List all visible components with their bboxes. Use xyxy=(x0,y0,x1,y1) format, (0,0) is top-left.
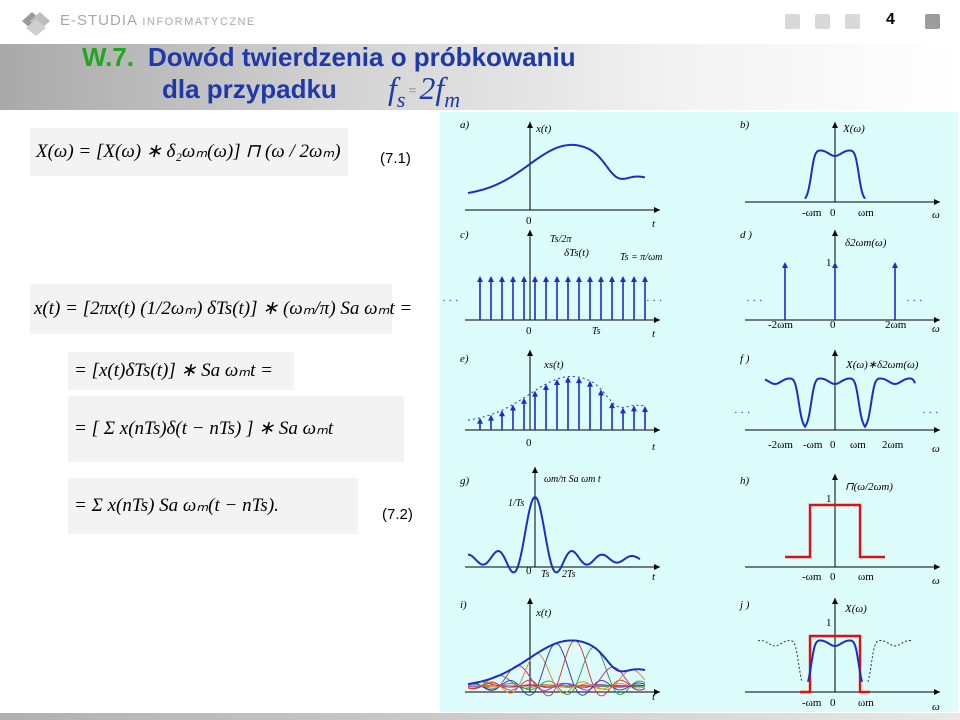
panel-g-ts: Ts xyxy=(541,569,550,580)
panel-c-ts: Ts xyxy=(592,326,601,337)
panel-c-spike-head xyxy=(499,276,505,282)
equation-7-1-number: (7.1) xyxy=(380,150,411,167)
panel-i-label: i) xyxy=(460,599,467,611)
sampling-figure xyxy=(440,112,958,712)
panel-c-tlabel: t xyxy=(652,328,656,340)
panel-h-x-arrow xyxy=(934,564,940,570)
panel-j-one: 1 xyxy=(826,617,832,629)
panel-d-spike-center-head xyxy=(832,262,838,268)
panel-e-sample-head xyxy=(620,407,626,413)
equation-7-2-line2: = [x(t)δTs(t)] ∗ Sa ωₘt = xyxy=(68,352,294,390)
panel-j-ylabel: X(ω) xyxy=(845,603,867,615)
panel-h-one: 1 xyxy=(826,493,832,505)
logo-text xyxy=(60,12,256,29)
panel-a-ylabel: x(t) xyxy=(536,123,552,135)
panel-f-neg-2wm: -2ωm xyxy=(768,439,793,451)
panel-i-ylabel: x(t) xyxy=(536,607,552,619)
footer-bar xyxy=(0,713,960,720)
panel-d-spike-left-head xyxy=(782,262,788,268)
panel-i-y-arrow xyxy=(527,598,533,604)
panel-j-alias-right xyxy=(868,640,912,681)
panel-c-x-arrow xyxy=(654,317,660,323)
panel-e-sample-head xyxy=(631,405,637,411)
panel-i-tlabel: t xyxy=(652,691,656,703)
panel-c-spike-head xyxy=(532,276,538,282)
equation-7-2-number: (7.2) xyxy=(382,506,413,523)
panel-e-ylabel: xs(t) xyxy=(544,359,564,371)
panel-c-spike-head xyxy=(521,276,527,282)
panel-d-one: 1 xyxy=(826,257,832,269)
page-number: 4 xyxy=(886,11,895,28)
panel-e-label: e) xyxy=(460,353,469,365)
panel-j-neg-wm: -ωm xyxy=(802,697,822,709)
panel-c-ylabel: δTs(t) xyxy=(564,247,589,259)
panel-d-ylabel: δ2ωm(ω) xyxy=(845,237,887,249)
panel-f-label: f ) xyxy=(740,353,750,365)
panel-a-y-arrow xyxy=(527,122,533,128)
panel-c-spike-head xyxy=(642,276,648,282)
panel-d-dots-left: · · · xyxy=(746,295,763,307)
panel-c-spike-head xyxy=(565,276,571,282)
equation-7-2-line3: = [ Σ x(nTs)δ(t − nTs) ] ∗ Sa ωₘt xyxy=(68,396,404,462)
nav-prev-button[interactable] xyxy=(815,14,830,29)
panel-i-signal xyxy=(468,640,645,684)
panel-h-ylabel: ⊓(ω/2ωm) xyxy=(845,481,893,493)
panel-h-neg-wm: -ωm xyxy=(802,571,822,583)
panel-c-ts2pi: Ts/2π xyxy=(550,234,572,245)
nav-last-button[interactable] xyxy=(925,14,940,29)
panel-j-alias-left xyxy=(758,640,802,681)
panel-a-zero: 0 xyxy=(526,215,532,227)
panel-g-sinc xyxy=(468,497,640,572)
panel-h-label: h) xyxy=(740,475,750,487)
panel-b-x-arrow xyxy=(934,199,940,205)
panel-a-x-arrow xyxy=(654,207,660,213)
panel-e-sample-head xyxy=(576,377,582,383)
panel-h-y-arrow xyxy=(832,474,838,480)
panel-g-x-arrow xyxy=(654,564,660,570)
panel-f-x-arrow xyxy=(934,427,940,433)
panel-f-dots-left: · · · xyxy=(734,407,751,419)
panel-c-ts-eq: Ts = π/ωm xyxy=(620,252,663,263)
panel-a-tlabel: t xyxy=(652,218,656,230)
panel-b-label: b) xyxy=(740,119,750,131)
panel-f-wm: ωm xyxy=(850,439,866,451)
panel-b-neg-wm: -ωm xyxy=(802,207,822,219)
panel-c-dots-right: · · · xyxy=(646,295,663,307)
panel-f-zero: 0 xyxy=(830,439,836,451)
brand-sub: INFORMATYCZNE xyxy=(142,16,256,28)
panel-e-tlabel: t xyxy=(652,441,656,453)
slide-header xyxy=(0,0,960,44)
title-formula: $f_s =2f_m$ xyxy=(388,70,461,112)
sampling-figure-svg xyxy=(440,112,958,712)
panel-c-dots-left: · · · xyxy=(442,295,459,307)
panel-e-sample-head xyxy=(477,418,483,424)
panel-c-spike-head xyxy=(631,276,637,282)
title-line1-text: Dowód twierdzenia o próbkowaniu xyxy=(148,42,576,72)
equation-7-1: X(ω) = [X(ω) ∗ δ₂ωₘ(ω)] ⊓ (ω / 2ωₘ) xyxy=(30,128,348,176)
panel-j-omega: ω xyxy=(932,701,940,712)
panel-f-y-arrow xyxy=(832,350,838,356)
panel-f-ylabel: X(ω)∗δ2ωm(ω) xyxy=(846,359,919,371)
panel-g-ylabel: ωm/π Sa ωm t xyxy=(544,474,601,485)
panel-c-spike-head xyxy=(554,276,560,282)
panel-c-spike-head xyxy=(543,276,549,282)
panel-c-spike-head xyxy=(609,276,615,282)
panel-b-zero: 0 xyxy=(830,207,836,219)
panel-h-omega: ω xyxy=(932,575,940,587)
panel-c-label: c) xyxy=(460,229,469,241)
panel-e-sample-head xyxy=(521,398,527,404)
panel-e-y-arrow xyxy=(527,350,533,356)
panel-c-spike-head xyxy=(510,276,516,282)
panel-j-x-arrow xyxy=(934,689,940,695)
panel-e-zero: 0 xyxy=(526,437,532,449)
panel-d-y-arrow xyxy=(832,230,838,236)
panel-b-wm: ωm xyxy=(858,207,874,219)
panel-e-sample-head xyxy=(642,406,648,412)
nav-first-button[interactable] xyxy=(785,14,800,29)
panel-c-spike-head xyxy=(576,276,582,282)
panel-j-wm: ωm xyxy=(858,697,874,709)
panel-f-dots-right: · · · xyxy=(922,407,939,419)
panel-c-spike-head xyxy=(587,276,593,282)
panel-f-neg-wm: -ωm xyxy=(803,439,823,451)
panel-d-neg-2wm: -2ωm xyxy=(768,319,793,331)
panel-j-zero: 0 xyxy=(830,697,836,709)
panel-d-spike-right-head xyxy=(892,262,898,268)
title-number: W.7. xyxy=(82,42,135,72)
panel-c-spike-head xyxy=(488,276,494,282)
panel-j-y-arrow xyxy=(832,598,838,604)
panel-g-tlabel: t xyxy=(652,571,656,583)
panel-a-label: a) xyxy=(460,119,470,131)
equation-7-2-line4: = Σ x(nTs) Sa ωₘ(t − nTs). xyxy=(68,478,358,534)
panel-d-zero: 0 xyxy=(830,319,836,331)
panel-e-sample-head xyxy=(543,384,549,390)
panel-d-2wm: 2ωm xyxy=(885,319,907,331)
panel-e-sample-head xyxy=(565,377,571,383)
panel-g-label: g) xyxy=(460,475,470,487)
panel-f-omega: ω xyxy=(932,443,940,455)
panel-f-2wm: 2ωm xyxy=(882,439,904,451)
logo xyxy=(18,6,58,36)
panel-e-x-arrow xyxy=(654,427,660,433)
nav-next-button[interactable] xyxy=(845,14,860,29)
panel-j-label: j ) xyxy=(740,599,750,611)
panel-b-omega: ω xyxy=(932,209,940,221)
panel-h-zero: 0 xyxy=(830,571,836,583)
page-title xyxy=(82,42,576,73)
panel-c-y-arrow xyxy=(527,230,533,236)
equation-7-2-line1: x(t) = [2πx(t) (1/2ωₘ) δTs(t)] ∗ (ωₘ/π) Sa ωₘt = xyxy=(30,284,392,334)
panel-g-zero: 0 xyxy=(526,565,532,577)
panel-g-one-ts: 1/Ts xyxy=(508,498,525,509)
panel-a-signal xyxy=(468,145,645,193)
panel-b-y-arrow xyxy=(832,122,838,128)
panel-f-spectrum xyxy=(765,378,915,426)
title-line2: dla przypadku xyxy=(162,74,337,104)
panel-h-wm: ωm xyxy=(858,571,874,583)
panel-g-y-arrow xyxy=(532,467,538,473)
panel-c-zero: 0 xyxy=(526,325,532,337)
panel-e-sample-head xyxy=(499,410,505,416)
panel-d-dots-right: · · · xyxy=(906,295,923,307)
panel-b-ylabel: X(ω) xyxy=(843,123,865,135)
logo-icon xyxy=(18,6,58,36)
panel-g-2ts: 2Ts xyxy=(562,569,576,580)
brand-main: E-STUDIA xyxy=(60,12,138,29)
panel-d-label: d ) xyxy=(740,229,752,241)
panel-c-spike-head xyxy=(477,276,483,282)
panel-d-omega: ω xyxy=(932,323,940,335)
panel-e-sample-head xyxy=(609,402,615,408)
panel-c-spike-head xyxy=(598,276,604,282)
panel-c-spike-head xyxy=(620,276,626,282)
